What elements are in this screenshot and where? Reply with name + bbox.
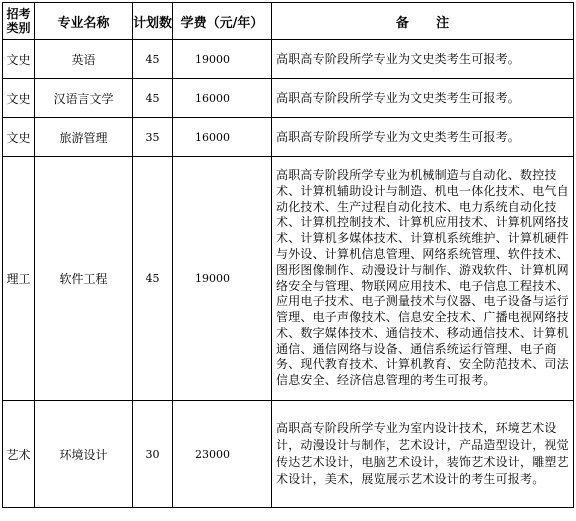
cell-category: 文史	[3, 79, 35, 118]
cell-major: 英语	[35, 40, 133, 79]
cell-plan: 35	[133, 118, 173, 157]
cell-plan: 45	[133, 157, 173, 401]
table-row	[3, 79, 574, 118]
cell-category: 文史	[3, 118, 35, 157]
cell-category: 文史	[3, 40, 35, 79]
cell-fee: 19000	[173, 40, 272, 79]
header-plan: 计划数	[133, 3, 173, 40]
admissions-table	[2, 2, 574, 508]
cell-plan: 45	[133, 40, 173, 79]
cell-category: 艺术	[3, 401, 35, 508]
cell-fee: 23000	[173, 401, 272, 508]
table-header-row	[3, 3, 574, 40]
cell-note: 高职高专阶段所学专业为室内设计技术，环境艺术设计，动漫设计与制作，艺术设计，产品造型设计，视觉传达艺术设计，电脑艺术设计，装饰艺术设计，雕塑艺术设计，美术，展览展示艺术设计的考生可报考。	[272, 401, 574, 508]
cell-note: 高职高专阶段所学专业为文史类考生可报考。	[272, 40, 574, 79]
cell-fee: 16000	[173, 79, 272, 118]
header-major: 专业名称	[35, 3, 133, 40]
admissions-table-container	[2, 2, 573, 508]
header-note: 备 注	[272, 3, 574, 40]
cell-major: 汉语言文学	[35, 79, 133, 118]
table-row	[3, 401, 574, 508]
cell-note: 高职高专阶段所学专业为文史类考生可报考。	[272, 118, 574, 157]
cell-major: 环境设计	[35, 401, 133, 508]
table-row	[3, 157, 574, 401]
cell-note: 高职高专阶段所学专业为机械制造与自动化、数控技术、计算机辅助设计与制造、机电一体化技术、电气自动化技术、生产过程自动化技术、电力系统自动化技术、计算机控制技术、计算机应用技术、计算机网络技术、计算机多媒体技术、计算机系统维护、计算机硬件与外设、计算机信息管理、网络系统管理、软件技术、图形图像制作、动漫设计与制作、游戏软件、计算机网络安全与管理、物联网应用技术、电子信息工程技术、应用电子技术、电子测量技术与仪器、电子设备与运行管理、电子声像技术、信息安全技术、广播电视网络技术、数字媒体技术、通信技术、移动通信技术、计算机通信、通信网络与设备、通信系统运行管理、电子商务、现代教育技术、计算机教育、安全防范技术、司法信息安全、经济信息管理的考生可报考。	[272, 157, 574, 401]
cell-fee: 19000	[173, 157, 272, 401]
cell-plan: 30	[133, 401, 173, 508]
cell-note: 高职高专阶段所学专业为文史类考生可报考。	[272, 79, 574, 118]
cell-category: 理工	[3, 157, 35, 401]
cell-major: 旅游管理	[35, 118, 133, 157]
cell-fee: 16000	[173, 118, 272, 157]
cell-major: 软件工程	[35, 157, 133, 401]
header-category: 招考类别	[3, 3, 35, 40]
table-row	[3, 118, 574, 157]
header-fee: 学费（元/年）	[173, 3, 272, 40]
table-row	[3, 40, 574, 79]
cell-plan: 45	[133, 79, 173, 118]
